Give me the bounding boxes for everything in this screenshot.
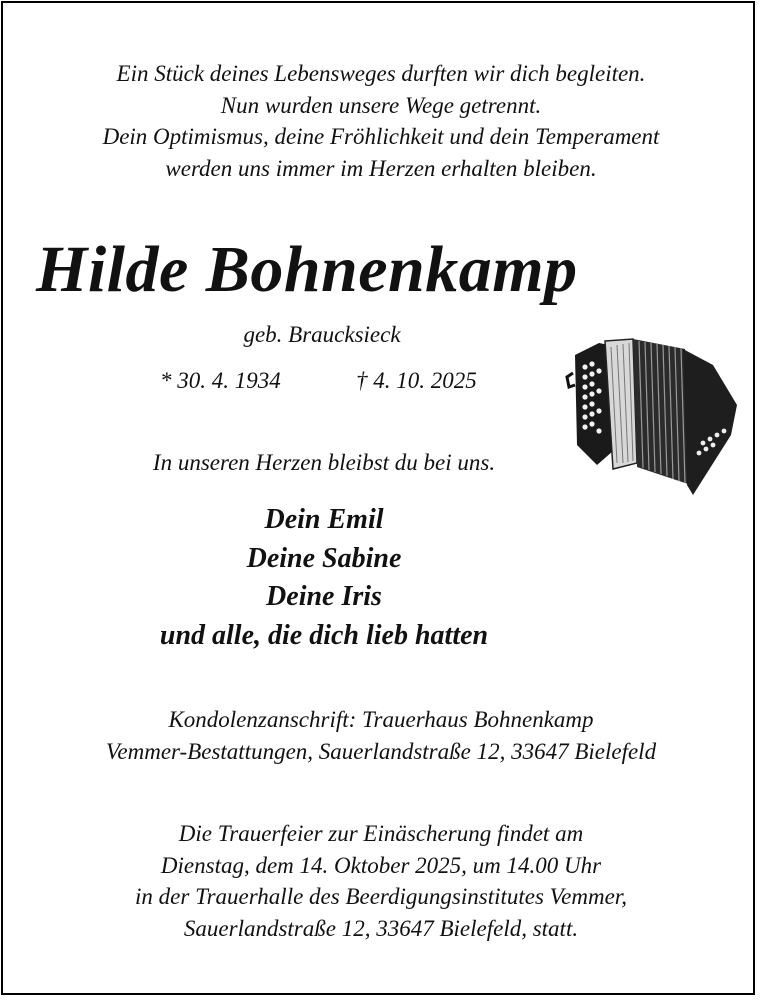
birth-date: * 30. 4. 1934 [160,368,281,393]
poem-line: Ein Stück deines Lebensweges durften wir dich begleiten. [116,61,646,86]
funeral-line: Dienstag, dem 14. Oktober 2025, um 14.00 Uhr [160,852,602,878]
accordion-icon [563,335,739,497]
family-member: und alle, die dich lieb hatten [159,619,489,651]
deceased-name: Hilde Bohnenkamp [36,233,578,306]
poem-line: Nun wurden unsere Wege getrennt. [220,92,542,118]
funeral-announcement [0,818,762,944]
funeral-line: Die Trauerfeier zur Einäscherung findet am [178,821,584,846]
family-member: Deine Iris [266,581,382,612]
memorial-poem [0,58,762,184]
family-member: Deine Sabine [246,542,402,574]
farewell-line: In unseren Herzen bleibst du bei uns. [152,450,496,475]
condolence-line: Kondolenzanschrift: Trauerhaus Bohnenkamp [168,707,594,732]
poem-line: werden uns immer im Herzen erhalten bleiben. [165,155,597,181]
maiden-name: geb. Braucksieck [243,322,401,347]
condolence-address [0,704,762,768]
death-date: † 4. 10. 2025 [356,368,477,393]
funeral-line: in der Trauerhalle des Beerdigungsinstitutes Vemmer, [135,884,627,909]
funeral-line: Sauerlandstraße 12, 33647 Bielefeld, statt. [183,915,579,941]
family-signatures [0,501,648,655]
condolence-line: Vemmer-Bestattungen, Sauerlandstraße 12, 33647 Bielefeld [105,739,657,764]
poem-line: Dein Optimismus, deine Fröhlichkeit und dein Temperament [102,124,660,149]
family-member: Dein Emil [264,504,384,535]
